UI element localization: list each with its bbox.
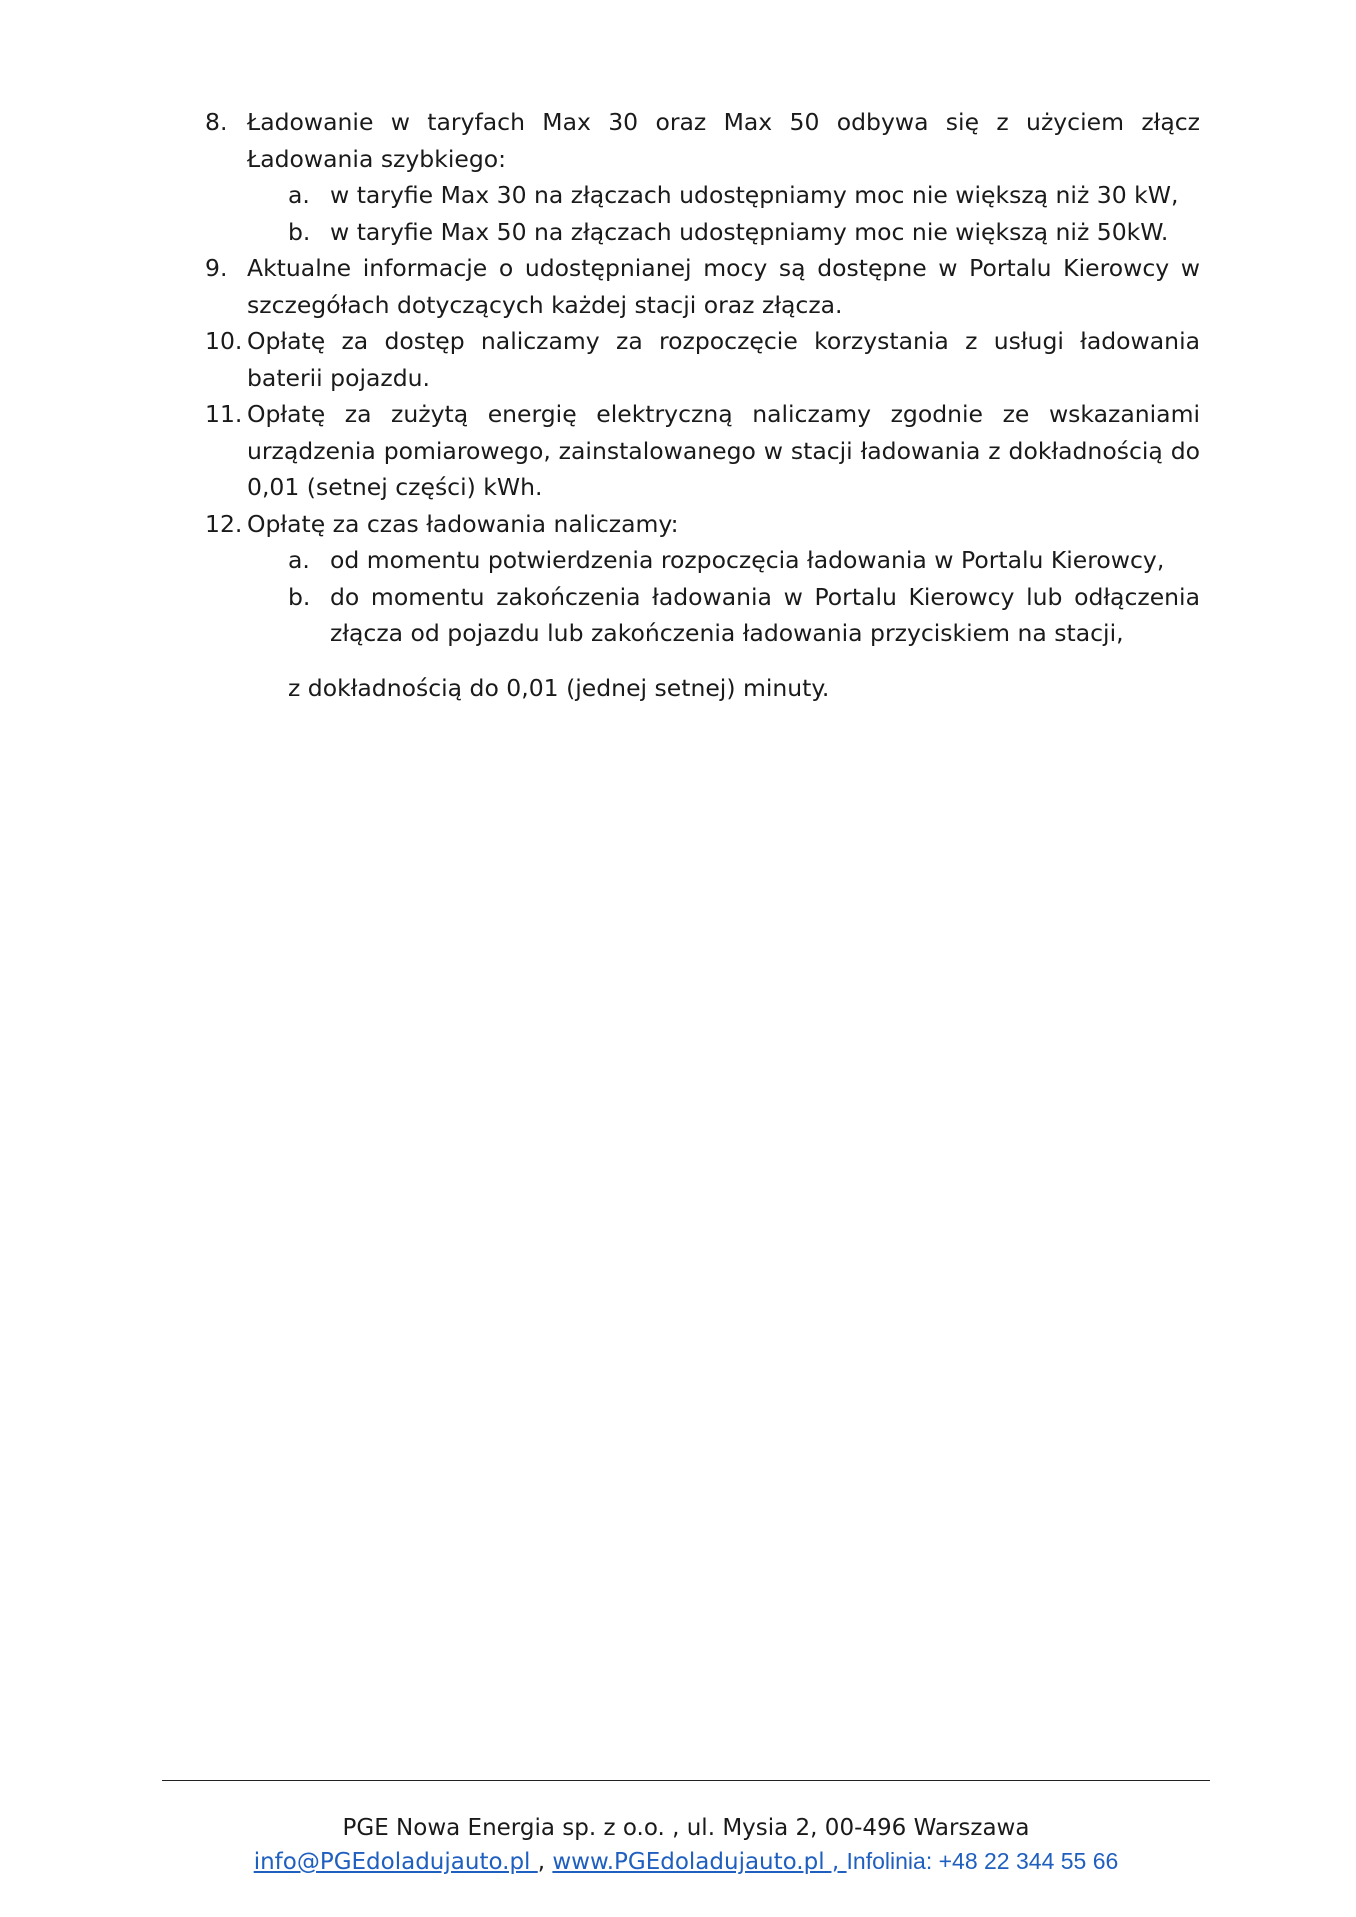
sub-item-12b (288, 579, 1200, 652)
list-text: Ładowanie w taryfach Max 30 oraz Max 50 odbywa się z użyciem złącz Ładowania szybkiego: (247, 108, 1200, 173)
list-text: Opłatę za czas ładowania naliczamy: (247, 509, 679, 538)
sub-number: b. (288, 217, 311, 246)
sub-text: w taryfie Max 50 na złączach udostępniamy moc nie większą niż 50kW. (330, 217, 1169, 246)
sub-number: a. (288, 546, 310, 574)
sub-number: a. (288, 181, 310, 209)
list-item-8 (205, 104, 1200, 177)
list-number: 8. (205, 108, 228, 136)
footer-company: PGE Nowa Energia sp. z o.o. , ul. Mysia 2, 00-496 Warszawa (342, 1815, 1030, 1841)
footer-separator: , (537, 1849, 553, 1875)
list-item-10 (205, 323, 1200, 396)
list-number: 9. (205, 254, 228, 282)
list-item-9 (205, 250, 1200, 323)
footer-divider (162, 1780, 1210, 1781)
footer-contacts (162, 1845, 1210, 1879)
sub-text: do momentu zakończenia ładowania w Portalu Kierowcy lub odłączenia złącza od pojazdu lub zakończenia ładowania przyciskiem na stacji, (330, 582, 1200, 647)
email-link[interactable]: info@PGEdoladujauto.pl (253, 1849, 538, 1875)
list-text: Opłatę za dostęp naliczamy za rozpoczęcie korzystania z usługi ładowania baterii pojazdu. (247, 327, 1200, 392)
website-link[interactable]: www.PGEdoladujauto.pl , (552, 1849, 847, 1875)
footer (162, 1812, 1210, 1879)
sub-text: od momentu potwierdzenia rozpoczęcia ładowania w Portalu Kierowcy, (330, 546, 1165, 574)
list-item-12 (205, 506, 1200, 543)
list-item-11 (205, 396, 1200, 506)
sub-number: b. (288, 582, 311, 611)
list-text: Aktualne informacje o udostępnianej mocy są dostępne w Portalu Kierowcy w szczegółach dotyczących każdej stacji oraz złącza. (247, 254, 1200, 319)
sub-item-12a (288, 542, 1200, 579)
sub-text: w taryfie Max 30 na złączach udostępniamy moc nie większą niż 30 kW, (330, 181, 1179, 209)
sub-item-8a (288, 177, 1200, 214)
list-text: Opłatę za zużytą energię elektryczną naliczamy zgodnie ze wskazaniami urządzenia pomiarowego, zainstalowanego w stacji ładowania z dokładnością do 0,01 (setnej części) kWh. (247, 400, 1200, 501)
list-number: 11. (205, 400, 243, 428)
list-number: 12. (205, 509, 243, 538)
infoline-text: Infolinia: +48 22 344 55 66 (846, 1848, 1119, 1874)
closing-paragraph: z dokładnością do 0,01 (jednej setnej) minuty. (288, 673, 830, 702)
list-number: 10. (205, 327, 243, 355)
sub-item-8b (288, 214, 1200, 251)
document-body (205, 104, 1200, 706)
